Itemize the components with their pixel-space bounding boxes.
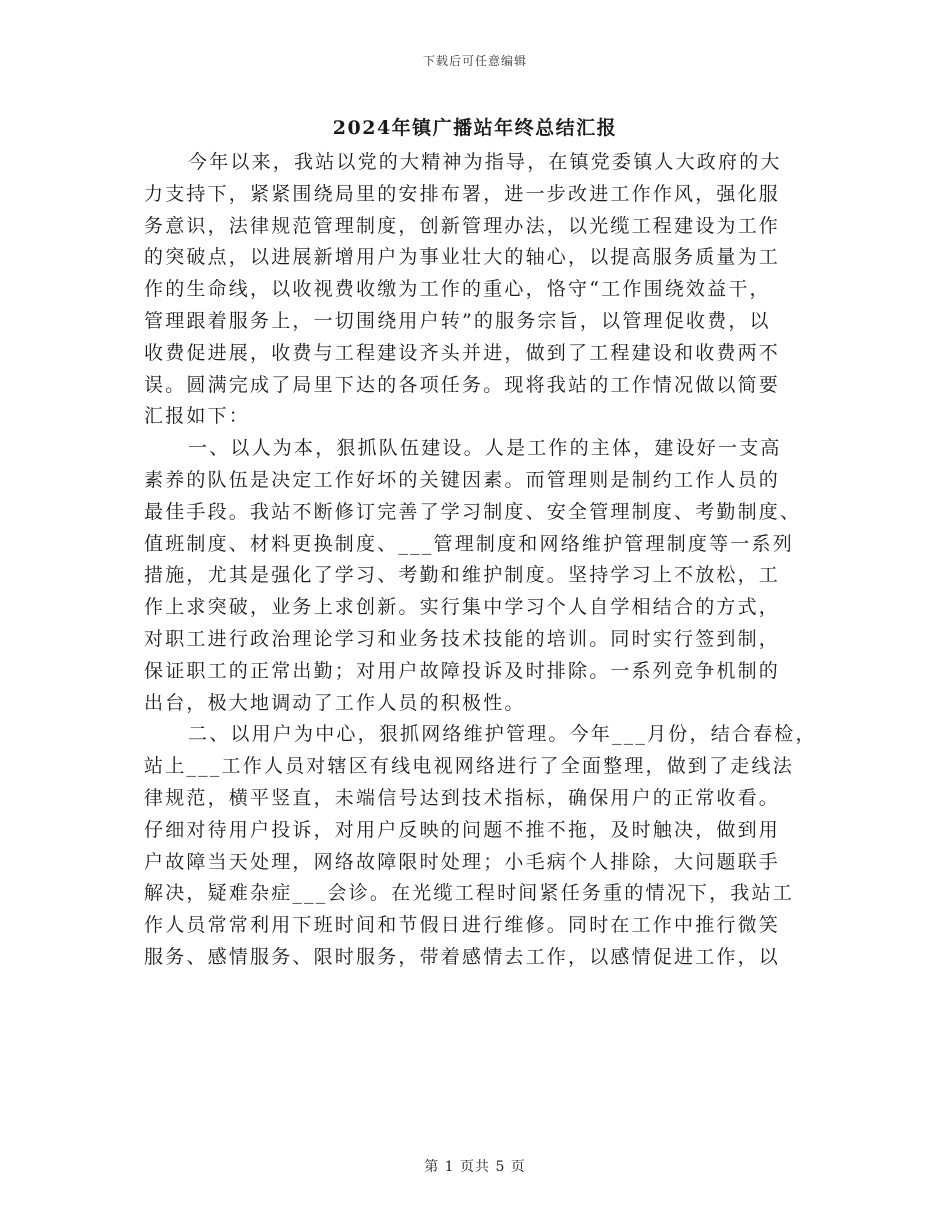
paragraph-intro — [144, 147, 824, 433]
text-line: 误。圆满完成了局里下达的各项任务。现将我站的工作情况做以简要 — [144, 373, 781, 396]
text-line: 务意识，法律规范管理制度，创新管理办法，以光缆工程建设为工作 — [144, 214, 781, 237]
text-line: 保证职工的正常出勤；对用户故障投诉及时排除。一系列竞争机制的 — [144, 659, 781, 682]
text-line: 汇报如下： — [144, 405, 251, 428]
document-body — [144, 147, 824, 974]
text-line: 二、以用户为中心，狠抓网络维护管理。今年___月份，结合春检， — [188, 723, 817, 746]
text-line: 出台，极大地调动了工作人员的积极性。 — [144, 691, 526, 714]
text-line: 措施，尤其是强化了学习、考勤和维护制度。坚持学习上不放松，工 — [144, 564, 781, 587]
text-line: 一、以人为本，狠抓队伍建设。人是工作的主体，建设好一支高 — [188, 437, 782, 460]
text-line: 作上求突破，业务上求创新。实行集中学习个人自学相结合的方式， — [144, 596, 781, 619]
text-line: 解决，疑难杂症___会诊。在光缆工程时间紧任务重的情况下，我站工 — [144, 882, 794, 905]
text-line: 仔细对待用户投诉，对用户反映的问题不推不拖，及时触决，做到用 — [144, 818, 781, 841]
text-line: 作人员常常利用下班时间和节假日进行维修。同时在工作中推行微笑 — [144, 914, 781, 937]
text-line: 的突破点，以进展新增用户为事业壮大的轴心，以提高服务质量为工 — [144, 246, 781, 269]
text-line: 站上___工作人员对辖区有线电视网络进行了全面整理，做到了走线法 — [144, 755, 794, 778]
text-line: 值班制度、材料更换制度、___管理制度和网络维护管理制度等一系列 — [144, 532, 794, 555]
text-line: 收费促进展，收费与工程建设齐头并进，做到了工程建设和收费两不 — [144, 341, 781, 364]
text-line: 今年以来，我站以党的大精神为指导，在镇党委镇人大政府的大 — [188, 151, 782, 173]
text-line: 服务、感情服务、限时服务，带着感情去工作，以感情促进工作，以 — [144, 945, 781, 968]
header-note: 下载后可任意编辑 — [422, 54, 527, 68]
text-line: 管理跟着服务上，一切围绕用户转”的服务宗旨，以管理促收费，以 — [144, 309, 771, 332]
text-line: 素养的队伍是决定工作好坏的关键因素。而管理则是制约工作人员的 — [144, 468, 781, 491]
document-title: 2024年镇广播站年终总结汇报 — [332, 117, 618, 139]
paragraph-section-one — [144, 433, 824, 719]
text-line: 对职工进行政治理论学习和业务技术技能的培训。同时实行签到制， — [144, 627, 781, 650]
text-line: 户故障当天处理，网络故障限时处理；小毛病个人排除，大问题联手 — [144, 850, 781, 873]
text-line: 最佳手段。我站不断修订完善了学习制度、安全管理制度、考勤制度、 — [144, 500, 802, 523]
text-line: 律规范，横平竖直，未端信号达到技术指标，确保用户的正常收看。 — [144, 786, 781, 809]
text-line: 作的生命线，以收视费收缴为工作的重心，恪守“工作围绕效益干， — [144, 278, 771, 301]
paragraph-section-two — [144, 719, 824, 973]
page-number-footer: 第 1 页共 5 页 — [424, 1159, 526, 1175]
text-line: 力支持下，紧紧围绕局里的安排布署，进一步改进工作作风，强化服 — [144, 182, 781, 205]
